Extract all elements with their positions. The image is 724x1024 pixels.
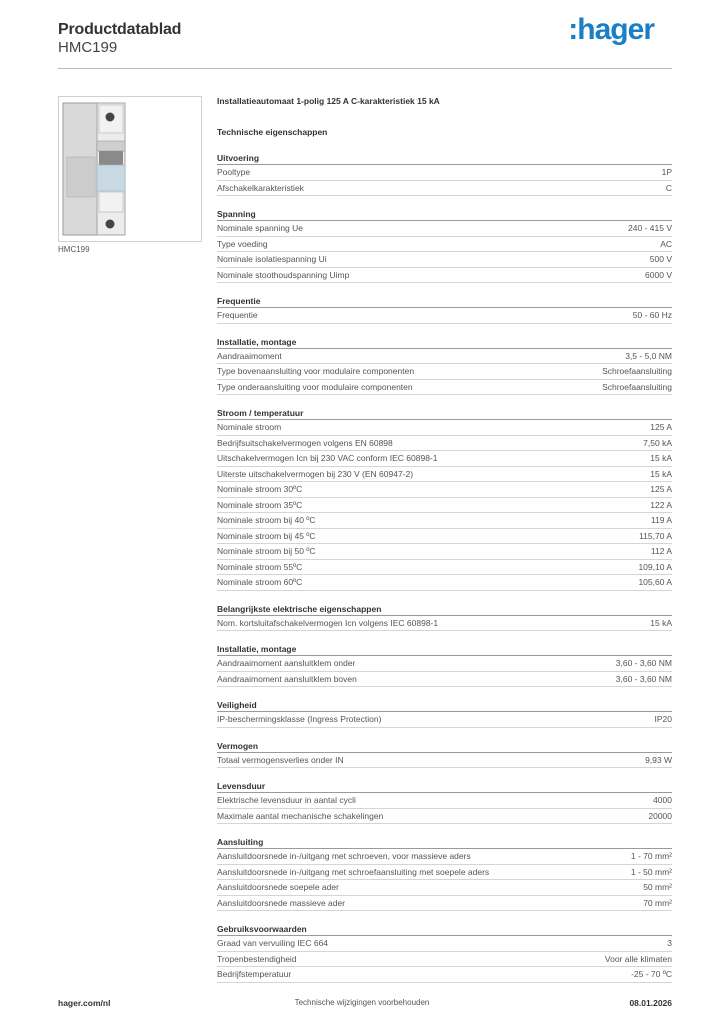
table-row: Aandraaimoment 3,5 - 5,0 NM bbox=[217, 349, 672, 365]
product-description: Installatieautomaat 1-polig 125 A C-karakteristiek 15 kA bbox=[217, 96, 440, 106]
table-row: Aansluitdoorsnede massieve ader 70 mm² bbox=[217, 896, 672, 912]
table-row: Uitschakelvermogen Icn bij 230 VAC conform IEC 60898-1 15 kA bbox=[217, 451, 672, 467]
table-row: Nominale isolatiespanning Ui 500 V bbox=[217, 252, 672, 268]
section-heading: Levensduur bbox=[217, 780, 672, 793]
table-row: Nominale stroom bij 40 ºC 119 A bbox=[217, 513, 672, 529]
table-row: Pooltype 1P bbox=[217, 165, 672, 181]
table-row: Nominale stroom 125 A bbox=[217, 420, 672, 436]
section-heading: Installatie, montage bbox=[217, 643, 672, 656]
table-row: IP-beschermingsklasse (Ingress Protection) IP20 bbox=[217, 712, 672, 728]
table-row: Elektrische levensduur in aantal cycli 4000 bbox=[217, 793, 672, 809]
section-heading: Belangrijkste elektrische eigenschappen bbox=[217, 603, 672, 616]
table-row: Type onderaansluiting voor modulaire componenten Schroefaansluiting bbox=[217, 380, 672, 396]
table-row: Nominale stroom 60ºC 105,60 A bbox=[217, 575, 672, 591]
section-installatie-montage bbox=[217, 336, 672, 396]
table-row: Aandraaimoment aansluitklem onder 3,60 - 3,60 NM bbox=[217, 656, 672, 672]
table-row: Nominale stroom 55ºC 109,10 A bbox=[217, 560, 672, 576]
section-stroom-temperatuur bbox=[217, 407, 672, 591]
section-heading: Vermogen bbox=[217, 740, 672, 753]
section-vermogen bbox=[217, 740, 672, 769]
section-heading: Spanning bbox=[217, 208, 672, 221]
section-heading: Gebruiksvoorwaarden bbox=[217, 923, 672, 936]
footer-date: 08.01.2026 bbox=[629, 998, 672, 1008]
page-title: Productdatablad bbox=[58, 21, 182, 38]
table-row: Aansluitdoorsnede in-/uitgang met schroefaansluiting met soepele aders 1 - 50 mm² bbox=[217, 865, 672, 881]
section-installatie-montage-2 bbox=[217, 643, 672, 687]
table-row: Totaal vermogensverlies onder IN 9,93 W bbox=[217, 753, 672, 769]
image-caption: HMC199 bbox=[58, 245, 90, 254]
table-row: Nominale spanning Ue 240 - 415 V bbox=[217, 221, 672, 237]
section-heading: Aansluiting bbox=[217, 836, 672, 849]
section-uitvoering bbox=[217, 152, 672, 196]
table-row: Bedrijfsuitschakelvermogen volgens EN 60898 7,50 kA bbox=[217, 436, 672, 452]
table-row: Nominale stoothoudspanning Uimp 6000 V bbox=[217, 268, 672, 284]
table-row: Nominale stroom bij 50 ºC 112 A bbox=[217, 544, 672, 560]
section-aansluiting bbox=[217, 836, 672, 911]
footer-website-link[interactable]: hager.com/nl bbox=[58, 998, 111, 1008]
table-row: Nom. kortsluitafschakelvermogen Icn volgens IEC 60898-1 15 kA bbox=[217, 616, 672, 632]
section-heading: Uitvoering bbox=[217, 152, 672, 165]
table-row: Maximale aantal mechanische schakelingen 20000 bbox=[217, 809, 672, 825]
section-levensduur bbox=[217, 780, 672, 824]
section-spanning bbox=[217, 208, 672, 283]
section-heading: Stroom / temperatuur bbox=[217, 407, 672, 420]
logo-text: hager bbox=[577, 13, 654, 46]
header-divider bbox=[58, 68, 672, 69]
section-veiligheid bbox=[217, 699, 672, 728]
table-row: Nominale stroom bij 45 ºC 115,70 A bbox=[217, 529, 672, 545]
section-gebruiksvoorwaarden bbox=[217, 923, 672, 983]
product-code: HMC199 bbox=[58, 39, 118, 56]
table-row: Afschakelkarakteristiek C bbox=[217, 181, 672, 197]
table-row: Uiterste uitschakelvermogen bij 230 V (EN 60947-2) 15 kA bbox=[217, 467, 672, 483]
table-row: Type bovenaansluiting voor modulaire componenten Schroefaansluiting bbox=[217, 364, 672, 380]
section-heading: Installatie, montage bbox=[217, 336, 672, 349]
table-row: Graad van vervuiling IEC 664 3 bbox=[217, 936, 672, 952]
table-row: Tropenbestendigheid Voor alle klimaten bbox=[217, 952, 672, 968]
spec-content bbox=[217, 96, 672, 983]
table-row: Frequentie 50 - 60 Hz bbox=[217, 308, 672, 324]
technical-properties-heading: Technische eigenschappen bbox=[217, 127, 328, 137]
section-elektrische-eigenschappen bbox=[217, 603, 672, 632]
hager-logo[interactable] bbox=[568, 13, 654, 47]
table-row: Aansluitdoorsnede in-/uitgang met schroeven, voor massieve aders 1 - 70 mm² bbox=[217, 849, 672, 865]
section-frequentie bbox=[217, 295, 672, 324]
table-row: Aandraaimoment aansluitklem boven 3,60 - 3,60 NM bbox=[217, 672, 672, 688]
footer-disclaimer: Technische wijzigingen voorbehouden bbox=[294, 998, 430, 1007]
table-row: Type voeding AC bbox=[217, 237, 672, 253]
table-row: Bedrijfstemperatuur -25 - 70 ºC bbox=[217, 967, 672, 983]
section-heading: Veiligheid bbox=[217, 699, 672, 712]
table-row: Nominale stroom 30ºC 125 A bbox=[217, 482, 672, 498]
table-row: Aansluitdoorsnede soepele ader 50 mm² bbox=[217, 880, 672, 896]
table-row: Nominale stroom 35ºC 122 A bbox=[217, 498, 672, 514]
product-image bbox=[58, 96, 202, 242]
logo-prefix: : bbox=[568, 13, 578, 46]
circuit-breaker-icon bbox=[59, 97, 201, 241]
section-heading: Frequentie bbox=[217, 295, 672, 308]
